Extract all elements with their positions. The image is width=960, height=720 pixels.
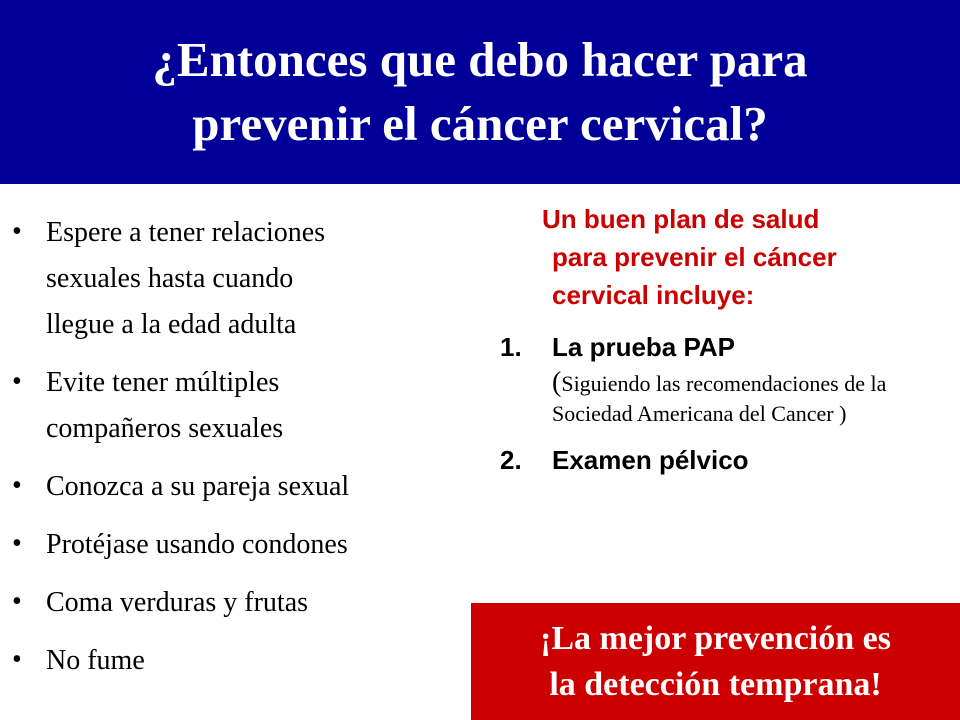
health-plan-heading-line-1: Un buen plan de salud — [542, 204, 820, 234]
item-number: 1. — [500, 332, 522, 362]
bullet-icon: • — [12, 470, 22, 501]
slide-title-line-2: prevenir el cáncer cervical? — [192, 96, 768, 151]
recommendation-line: llegue a la edad adulta — [46, 309, 297, 340]
recommendation-line: sexuales hasta cuando — [46, 263, 294, 294]
prevention-callout — [471, 603, 960, 720]
note-paren: ( — [552, 367, 562, 398]
slide-title — [30, 28, 930, 156]
recommendation-item — [12, 464, 460, 510]
callout-line-1: ¡La mejor prevención es — [540, 619, 891, 657]
callout-text — [540, 616, 891, 708]
health-plan-heading-line-2: para prevenir el cáncer — [552, 242, 837, 272]
item-label: La prueba PAP — [552, 332, 736, 362]
recommendations-list — [12, 210, 460, 696]
recommendation-line: Conozca a su pareja sexual — [46, 471, 350, 502]
recommendation-line: Protéjase usando condones — [46, 529, 348, 560]
recommendation-line: compañeros sexuales — [46, 413, 284, 444]
bullet-icon: • — [12, 586, 22, 617]
recommendation-item — [12, 638, 460, 684]
recommendation-item — [12, 210, 460, 348]
health-plan-section — [500, 200, 945, 491]
bullet-icon: • — [12, 528, 22, 559]
bullet-icon: • — [12, 644, 22, 675]
recommendation-line: Coma verduras y frutas — [46, 587, 309, 618]
title-banner — [0, 0, 960, 184]
item-note — [552, 368, 945, 429]
health-plan-heading-line-3: cervical incluye: — [552, 280, 755, 310]
bullet-icon: • — [12, 366, 22, 397]
health-plan-item — [500, 441, 945, 479]
recommendation-item — [12, 360, 460, 452]
bullet-icon: • — [12, 216, 22, 247]
item-label: Examen pélvico — [552, 445, 749, 475]
recommendation-line: Espere a tener relaciones — [46, 217, 326, 248]
recommendation-item — [12, 522, 460, 568]
item-number: 2. — [500, 445, 522, 475]
health-plan-item — [500, 328, 945, 429]
recommendation-item — [12, 580, 460, 626]
note-text: Siguiendo las recomendaciones de la Sociedad Americana del Cancer ) — [552, 371, 887, 426]
health-plan-list — [500, 328, 945, 479]
slide-title-line-1: ¿Entonces que debo hacer para — [152, 32, 808, 87]
recommendation-line: Evite tener múltiples — [46, 367, 280, 398]
recommendation-line: No fume — [46, 645, 145, 676]
callout-line-2: la detección temprana! — [549, 665, 882, 703]
health-plan-heading — [500, 200, 945, 314]
